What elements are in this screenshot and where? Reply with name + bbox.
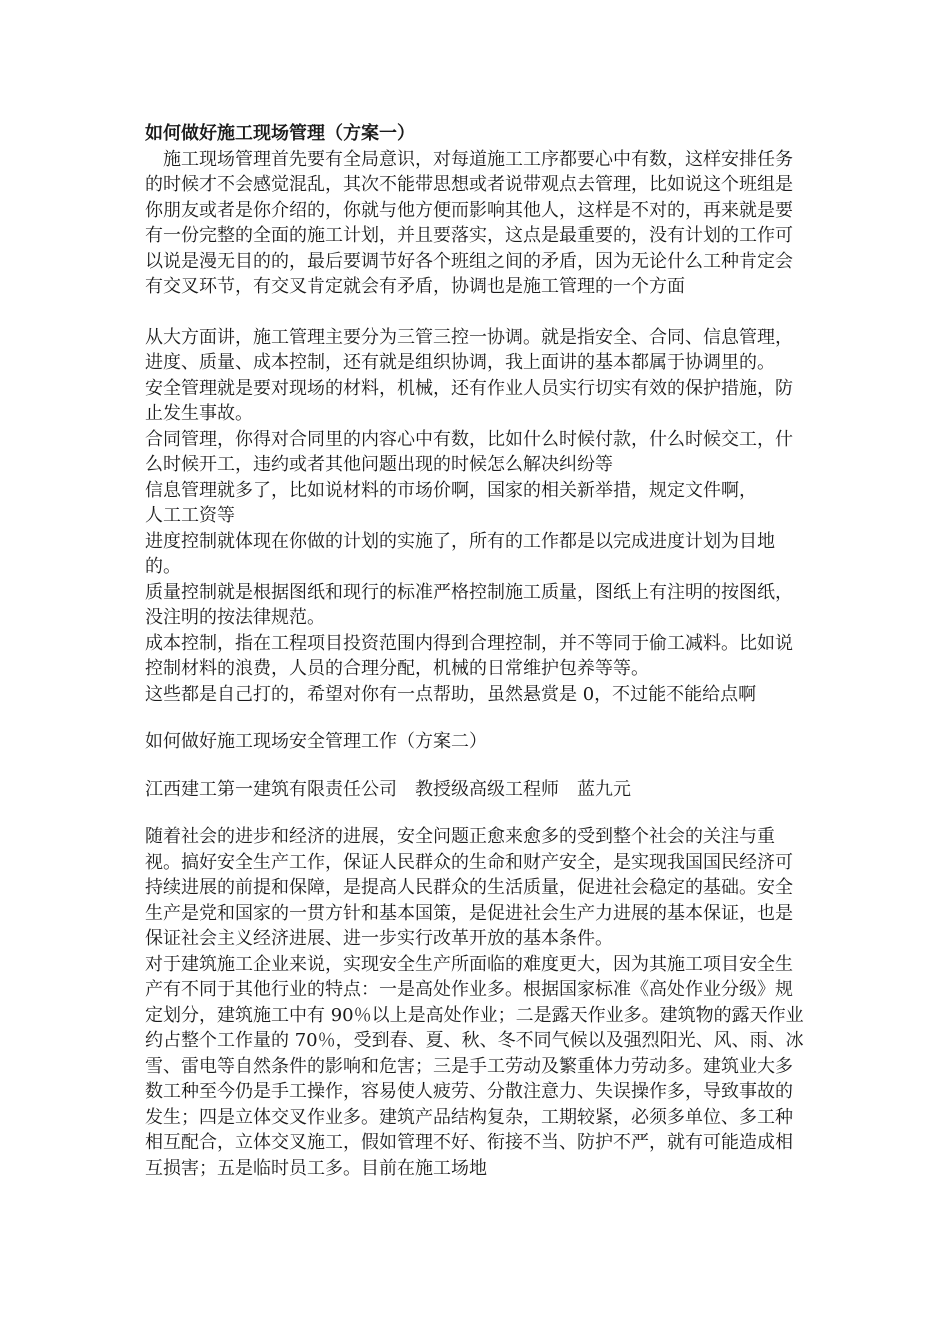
section1-closing: 这些都是自己打的，希望对你有一点帮助，虽然悬赏是 0，不过能不能给点啊 (145, 683, 757, 705)
section1-info-line2: 人工工资等 (145, 505, 235, 526)
spacer (145, 707, 810, 729)
spacer (145, 802, 810, 824)
section1-cost: 成本控制，指在工程项目投资范围内得到合理控制，并不等同于偷工减料。比如说控制材料的浪费，人员的合理分配，机械的日常维护包养等等。 (145, 632, 793, 679)
section1-contract: 合同管理，你得对合同里的内容心中有数，比如什么时候付款，什么时候交工，什么时候开工，违约或者其他问题出现的时候怎么解决纠纷等 (145, 428, 793, 475)
section1-quality: 质量控制就是根据图纸和现行的标准严格控制施工质量，图纸上有注明的按图纸，没注明的按法律规范。 (145, 581, 793, 628)
section2-title: 如何做好施工现场安全管理工作（方案二） (145, 731, 487, 752)
spacer (145, 300, 810, 325)
spacer (145, 755, 810, 777)
document-page (145, 121, 810, 1181)
section2-para2: 对于建筑施工企业来说，实现安全生产所面临的难度更大，因为其施工项目安全生产有不同于其他行业的特点：一是高处作业多。根据国家标准《高处作业分级》规定划分，建筑施工中有 90％以上是高处作业；二是露天作业多。建筑物的露天作业约占整个工作量的 70％，受到春、夏、秋、冬不同气候以及强烈阳光、风、雨、冰雪、雷电等自然条件的影响和危害；三是手工劳动及繁重体力劳动多。建筑业大多数工种至今仍是手工操作，容易使人疲劳、分散注意力、失误操作多，导致事故的发生；四是立体交叉作业多。建筑产品结构复杂，工期较紧，必须多单位、多工种相互配合，立体交叉施工，假如管理不好、衔接不当、防护不严，就有可能造成相互损害；五是临时员工多。目前在施工场地 (145, 953, 804, 1179)
section1-safety: 安全管理就是要对现场的材料，机械，还有作业人员实行切实有效的保护措施，防止发生事故。 (145, 377, 793, 424)
section1-title: 如何做好施工现场管理（方案一） (145, 123, 415, 144)
section2-author: 江西建工第一建筑有限责任公司 教授级高级工程师 蓝九元 (145, 778, 631, 800)
section2-para1: 随着社会的进步和经济的进展，安全问题正愈来愈多的受到整个社会的关注与重视。搞好安全生产工作，保证人民群众的生命和财产安全，是实现我国国民经济可持续进展的前提和保障，是提高人民群众的生活质量，促进社会稳定的基础。安全生产是党和国家的一贯方针和基本国策，是促进社会生产力进展的基本保证，也是保证社会主义经济进展、进一步实行改革开放的基本条件。 (145, 826, 793, 949)
section1-overview: 从大方面讲，施工管理主要分为三管三控一协调。就是指安全、合同、信息管理，进度、质量、成本控制，还有就是组织协调，我上面讲的基本都属于协调里的。 (145, 326, 793, 373)
section1-progress: 进度控制就体现在你做的计划的实施了，所有的工作都是以完成进度计划为目地的。 (145, 530, 775, 577)
section1-info-line1: 信息管理就多了，比如说材料的市场价啊，国家的相关新举措，规定文件啊， (145, 479, 757, 501)
section1-intro: 施工现场管理首先要有全局意识，对每道施工工序都要心中有数，这样安排任务的时候才不会感觉混乱，其次不能带思想或者说带观点去管理，比如说这个班组是你朋友或者是你介绍的，你就与他方便而影响其他人，这样是不对的，再来就是要有一份完整的全面的施工计划，并且要落实，这点是最重要的，没有计划的工作可以说是漫无目的的，最后要调节好各个班组之间的矛盾，因为无论什么工种肯定会有交叉环节，有交叉肯定就会有矛盾，协调也是施工管理的一个方面 (145, 148, 793, 297)
